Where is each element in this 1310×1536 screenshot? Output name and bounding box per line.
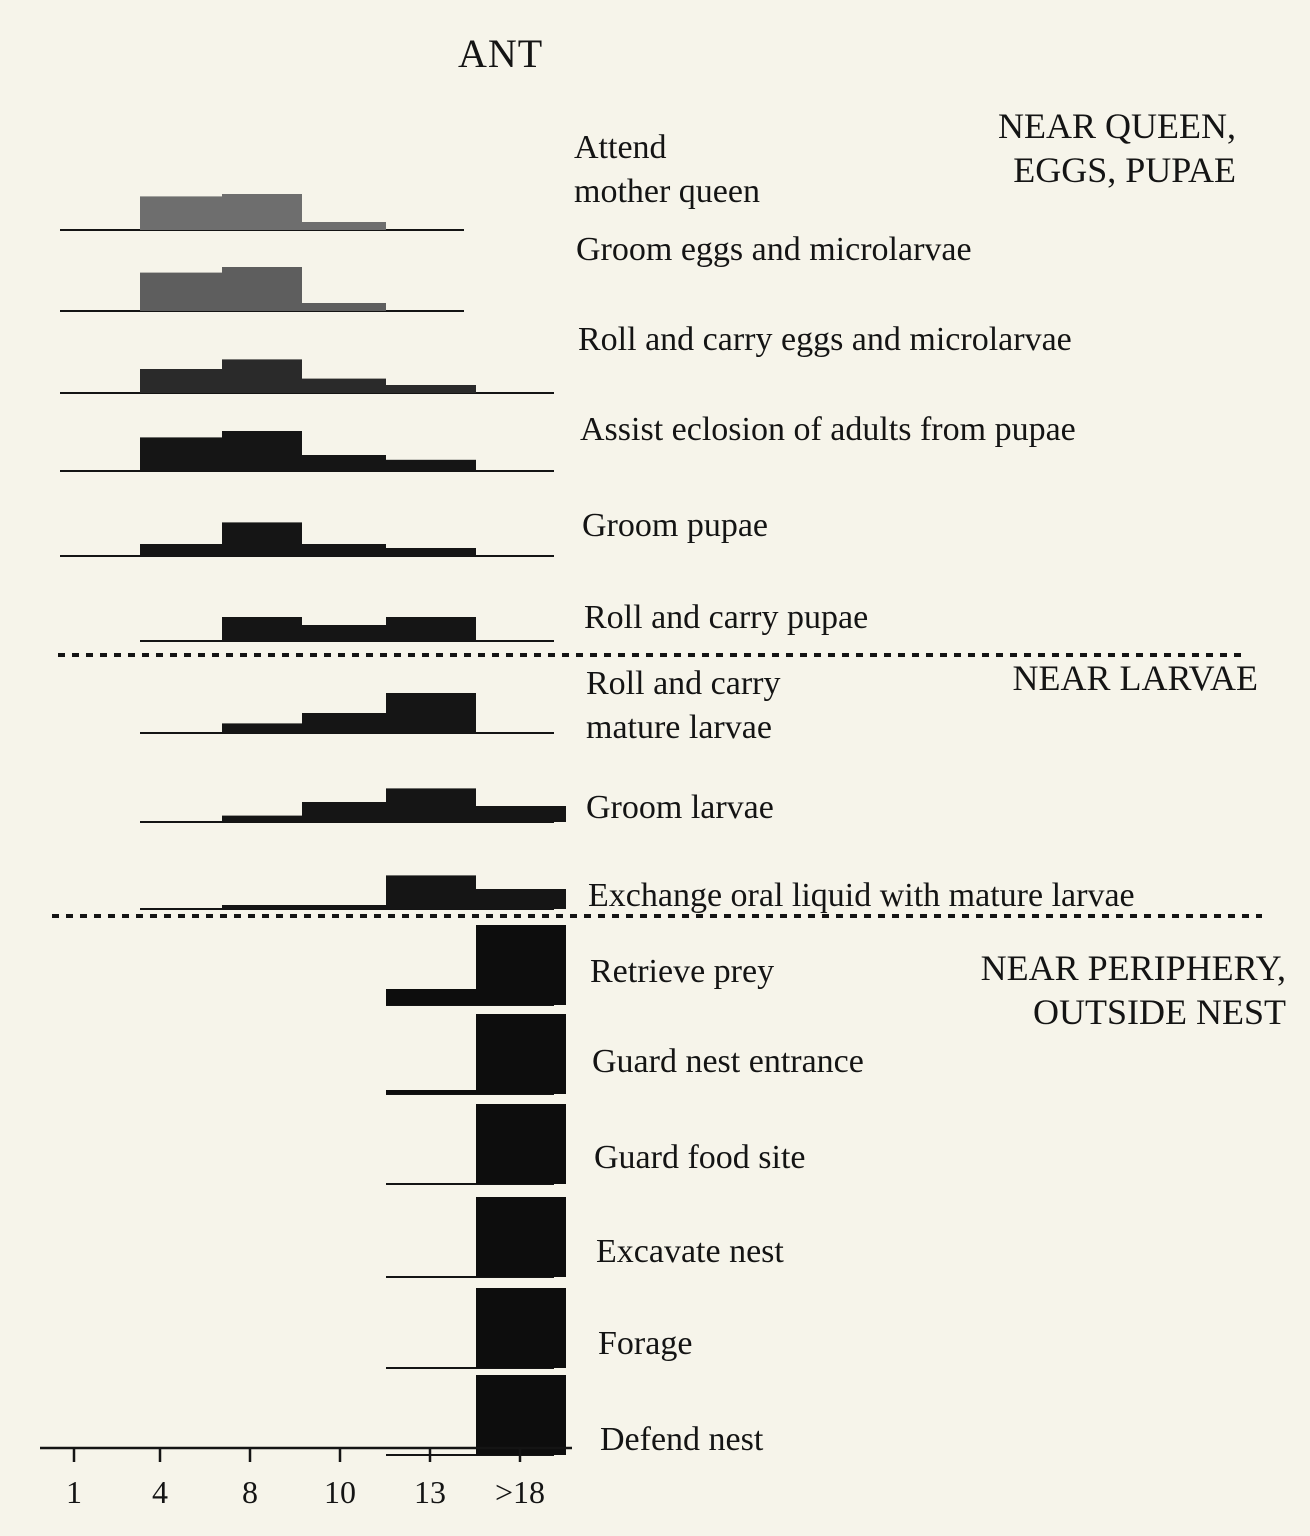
behaviour-label-line: Roll and carry pupae (584, 599, 869, 636)
behaviour-label (600, 1418, 763, 1462)
bar-7-5 (476, 806, 566, 822)
behaviour-label-line: Excavate nest (596, 1233, 784, 1270)
bar-2-2 (222, 359, 302, 393)
behaviour-label-line: Roll and carry eggs and microlarvae (578, 321, 1072, 358)
bar-7-3 (302, 802, 386, 822)
behaviour-label (590, 950, 774, 994)
behaviour-label (574, 126, 760, 214)
bar-1-2 (222, 267, 302, 311)
zone-label (998, 104, 1236, 192)
behaviour-label (588, 874, 1135, 918)
behaviour-label (584, 596, 868, 640)
x-tick-label: 8 (242, 1474, 258, 1510)
bar-0-2 (222, 194, 302, 230)
bar-0-3 (302, 222, 386, 230)
bar-10-4 (386, 1090, 476, 1094)
bar-8-5 (476, 889, 566, 909)
bar-3-1 (140, 437, 222, 471)
bar-8-4 (386, 875, 476, 909)
bar-8-3 (302, 905, 386, 909)
bar-11-5 (476, 1104, 566, 1184)
behaviour-label-line: Assist eclosion of adults from pupae (580, 411, 1076, 448)
behaviour-label-line: Defend nest (600, 1421, 764, 1458)
behaviour-label-line: mature larvae (586, 709, 772, 746)
behaviour-label-line: Roll and carry (586, 665, 781, 702)
zone-label-line: NEAR LARVAE (1012, 658, 1258, 698)
behaviour-label (582, 504, 768, 548)
bar-8-2 (222, 905, 302, 909)
behaviour-label-line: Exchange oral liquid with mature larvae (588, 877, 1135, 914)
bar-4-3 (302, 544, 386, 556)
bar-5-4 (386, 617, 476, 641)
x-tick-label: 1 (66, 1474, 82, 1510)
behaviour-label (576, 228, 972, 272)
bar-2-1 (140, 369, 222, 393)
behaviour-label-line: Groom larvae (586, 789, 774, 826)
behaviour-label-line: Attend (574, 129, 667, 166)
bar-4-2 (222, 522, 302, 556)
bar-10-5 (476, 1014, 566, 1094)
bar-7-4 (386, 788, 476, 822)
bar-6-4 (386, 693, 476, 733)
zone-label-line: NEAR PERIPHERY, (980, 948, 1286, 988)
behaviour-label (586, 786, 774, 830)
behaviour-label-line: Forage (598, 1325, 693, 1362)
bar-1-1 (140, 273, 222, 311)
bar-9-4 (386, 989, 476, 1005)
bar-3-2 (222, 431, 302, 471)
chart-title: ANT (458, 31, 544, 76)
x-tick-label: 10 (324, 1474, 356, 1510)
behaviour-label (578, 318, 1072, 362)
zone-label (981, 946, 1286, 1034)
bar-1-3 (302, 303, 386, 311)
zone-label-line: NEAR QUEEN, (998, 106, 1236, 146)
bar-2-3 (302, 379, 386, 393)
behaviour-label (596, 1230, 784, 1274)
bar-5-3 (302, 625, 386, 641)
bar-6-3 (302, 713, 386, 733)
bar-3-4 (386, 460, 476, 471)
bar-3-3 (302, 455, 386, 471)
behaviour-label-line: mother queen (574, 173, 760, 210)
behaviour-label-line: Guard nest entrance (592, 1043, 864, 1080)
x-tick-label: 4 (152, 1474, 168, 1510)
bar-4-4 (386, 548, 476, 556)
bar-2-4 (386, 385, 476, 393)
behaviour-label-line: Guard food site (594, 1139, 806, 1176)
behaviour-label (598, 1322, 692, 1366)
behaviour-label (594, 1136, 806, 1180)
behaviour-label (580, 408, 1076, 452)
bar-12-5 (476, 1197, 566, 1277)
zone-label-line: EGGS, PUPAE (1013, 150, 1236, 190)
bar-0-1 (140, 196, 222, 230)
zone-label (1013, 656, 1258, 700)
behaviour-label-line: Groom pupae (582, 507, 769, 544)
x-tick-label: 13 (414, 1474, 446, 1510)
x-tick-label: >18 (494, 1474, 546, 1510)
behaviour-label (586, 662, 781, 750)
bar-4-1 (140, 544, 222, 556)
behaviour-label-line: Retrieve prey (590, 953, 775, 990)
behaviour-label (592, 1040, 864, 1084)
bar-6-2 (222, 723, 302, 733)
bar-5-2 (222, 617, 302, 641)
zone-label-line: OUTSIDE NEST (1033, 992, 1286, 1032)
behaviour-label-line: Groom eggs and microlarvae (576, 231, 972, 268)
bar-13-5 (476, 1288, 566, 1368)
bar-14-5 (476, 1375, 566, 1455)
bar-7-2 (222, 816, 302, 822)
bar-9-5 (476, 925, 566, 1005)
